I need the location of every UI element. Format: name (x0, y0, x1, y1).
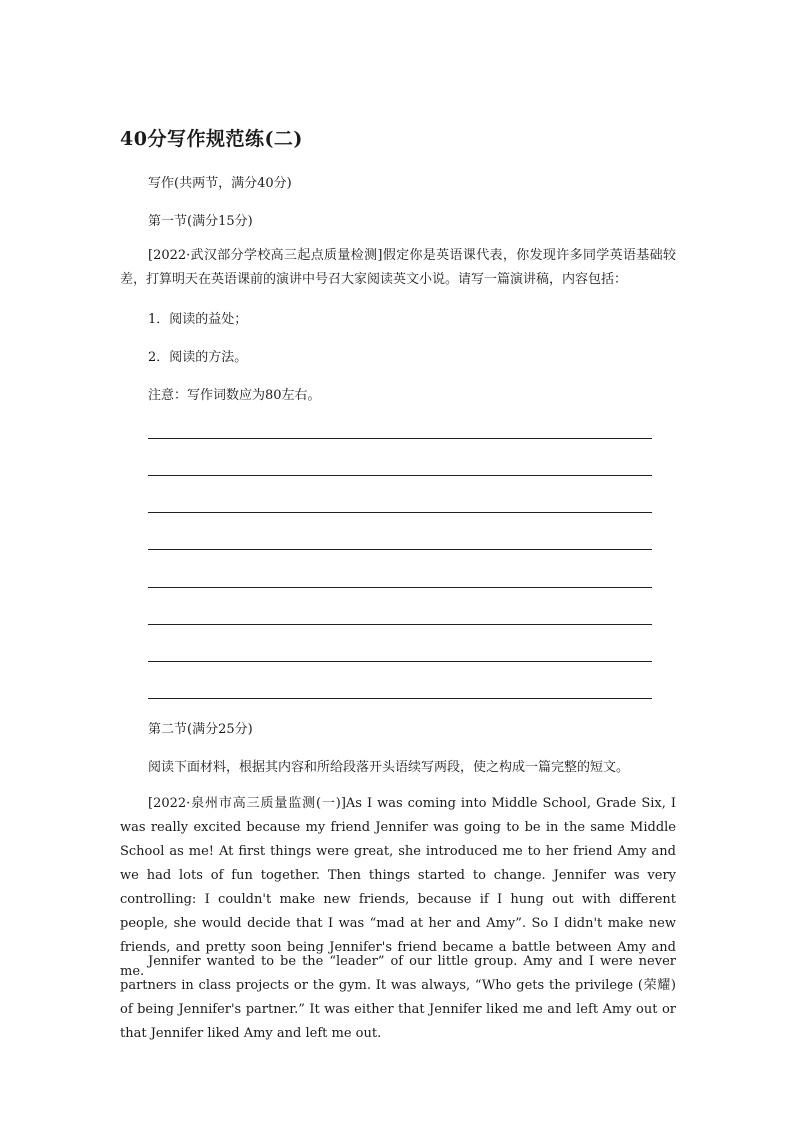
writing-line (148, 438, 652, 439)
writing-line (148, 587, 652, 588)
passage-paragraph-1: [2022·泉州市高三质量监测(一)]As I was coming into Middle School, Grade Six, I was really excited because my friend Jennifer was going to be in the same Middle School as me! At first things were great, she introduced me to her friend Amy and we had lots of fun together. Then things started to change. Jennifer was very controlling: I couldn't make new friends, because if I hung out with different people, she would decide that I was “mad at her and Amy”. So I didn't make new friends, and pretty soon being Jennifer's friend became a battle between Amy and me. (120, 796, 676, 979)
part1-item-1: 1．阅读的益处； (148, 312, 248, 327)
writing-line (148, 512, 652, 513)
part1-heading: 第一节(满分15分) (148, 214, 253, 229)
part1-note: 注意：写作词数应为80左右。 (148, 388, 321, 403)
part2-instruction: 阅读下面材料，根据其内容和所给段落开头语续写两段，使之构成一篇完整的短文。 (148, 760, 630, 775)
writing-line (148, 475, 652, 476)
writing-line (148, 661, 652, 662)
passage-paragraph-2: Jennifer wanted to be the “leader” of our little group. Amy and I were never partners in class projects or the gym. It was always, “Who gets the privilege (荣耀) of being Jennifer's partner.” It was either that Jennifer liked me and left Amy out or that Jennifer liked Amy and left me out. (120, 954, 676, 1041)
page-title: 40分写作规范练(二) (120, 128, 303, 150)
writing-line (148, 698, 652, 699)
section-heading: 写作(共两节，满分40分) (148, 176, 292, 191)
part1-prompt: [2022·武汉部分学校高三起点质量检测]假定你是英语课代表，你发现许多同学英语基础较差，打算明天在英语课前的演讲中号召大家阅读英文小说。请写一篇演讲稿，内容包括： (120, 248, 676, 287)
part1-item-2: 2．阅读的方法。 (148, 350, 248, 365)
writing-line (148, 549, 652, 550)
writing-line (148, 624, 652, 625)
part2-heading: 第二节(满分25分) (148, 722, 253, 737)
